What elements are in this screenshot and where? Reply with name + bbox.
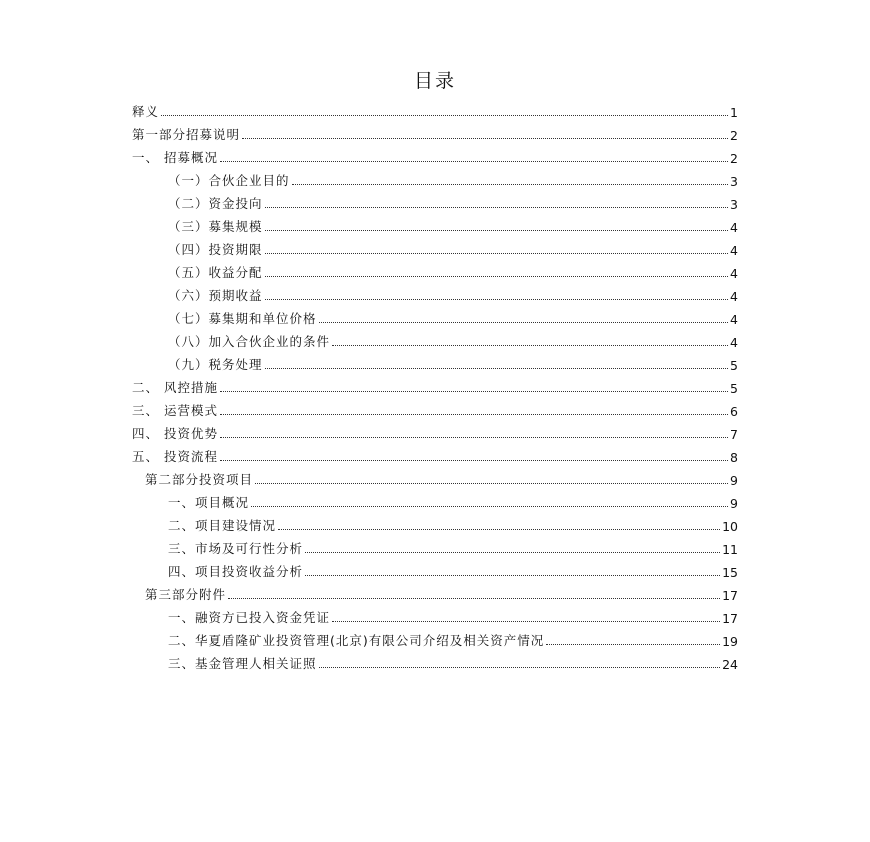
toc-entry-label: 四、 投资优势 — [132, 426, 218, 441]
toc-entry-label: 二、项目建设情况 — [168, 518, 277, 533]
toc-leader-dots — [228, 598, 720, 599]
toc-entry[interactable] — [132, 376, 738, 396]
toc-leader-dots — [332, 345, 728, 346]
toc-entry-page: 15 — [722, 565, 738, 580]
toc-leader-dots — [242, 138, 728, 139]
toc-entry-page: 10 — [722, 519, 738, 534]
toc-entry[interactable] — [132, 422, 738, 442]
toc-leader-dots — [255, 483, 728, 484]
toc-entry-label: （一）合伙企业目的 — [168, 173, 290, 188]
toc-leader-dots — [220, 437, 728, 438]
toc-entry[interactable] — [168, 537, 738, 557]
toc-entry-label: 第三部分附件 — [145, 587, 227, 602]
toc-entry[interactable] — [168, 560, 738, 580]
toc-leader-dots — [265, 276, 728, 277]
toc-entry-page: 5 — [730, 358, 738, 373]
toc-entry[interactable] — [168, 284, 738, 304]
toc-entry-label: 第二部分投资项目 — [145, 472, 254, 487]
toc-leader-dots — [292, 184, 728, 185]
toc-entry-page: 17 — [722, 588, 738, 603]
toc-entry[interactable] — [132, 445, 738, 465]
toc-entry[interactable] — [168, 261, 738, 281]
toc-entry-page: 4 — [730, 312, 738, 327]
toc-leader-dots — [305, 575, 720, 576]
toc-entry-page: 4 — [730, 243, 738, 258]
toc-entry-page: 2 — [730, 128, 738, 143]
toc-entry-label: （五）收益分配 — [168, 265, 263, 280]
toc-leader-dots — [546, 644, 720, 645]
toc-entry-page: 19 — [722, 634, 738, 649]
toc-entry-label: 一、 招募概况 — [132, 150, 218, 165]
toc-entry[interactable] — [132, 100, 738, 120]
toc-leader-dots — [265, 230, 728, 231]
toc-entry-label: 第一部分招募说明 — [132, 127, 241, 142]
toc-entry[interactable] — [132, 399, 738, 419]
toc-entry-label: （四）投资期限 — [168, 242, 263, 257]
toc-entry[interactable] — [168, 629, 738, 649]
toc-entry[interactable] — [168, 169, 738, 189]
toc-leader-dots — [220, 391, 728, 392]
toc-entry-label: （六）预期收益 — [168, 288, 263, 303]
toc-entry-label: （三）募集规模 — [168, 219, 263, 234]
toc-entry-page: 17 — [722, 611, 738, 626]
toc-entry-page: 1 — [730, 105, 738, 120]
toc-entry-label: 一、融资方已投入资金凭证 — [168, 610, 331, 625]
toc-entry-label: 二、 风控措施 — [132, 380, 218, 395]
page-title: 目录 — [413, 70, 456, 92]
toc-entry-label: 三、 运营模式 — [132, 403, 218, 418]
toc-entry-page: 4 — [730, 266, 738, 281]
toc-entry[interactable] — [168, 353, 738, 373]
toc-entry[interactable] — [168, 652, 738, 672]
toc-entry-page: 9 — [730, 473, 738, 488]
toc-leader-dots — [265, 207, 728, 208]
toc-entry-page: 3 — [730, 197, 738, 212]
toc-entry-label: （二）资金投向 — [168, 196, 263, 211]
toc-leader-dots — [332, 621, 720, 622]
toc-entry-page: 5 — [730, 381, 738, 396]
toc-entry[interactable] — [132, 123, 738, 143]
toc-entry-label: 三、基金管理人相关证照 — [168, 656, 317, 671]
toc-entry[interactable] — [168, 307, 738, 327]
toc-entry-page: 24 — [722, 657, 738, 672]
toc-entry-page: 7 — [730, 427, 738, 442]
toc-leader-dots — [220, 460, 728, 461]
toc-entry-label: （八）加入合伙企业的条件 — [168, 334, 331, 349]
toc-leader-dots — [220, 161, 728, 162]
toc-leader-dots — [265, 253, 728, 254]
toc-entry[interactable] — [168, 192, 738, 212]
toc-entry-page: 4 — [730, 220, 738, 235]
toc-leader-dots — [319, 667, 721, 668]
toc-entry[interactable] — [168, 606, 738, 626]
toc-entry[interactable] — [168, 238, 738, 258]
toc-entry-page: 9 — [730, 496, 738, 511]
toc-entry-page: 6 — [730, 404, 738, 419]
toc-entry-label: （七）募集期和单位价格 — [168, 311, 317, 326]
toc-leader-dots — [220, 414, 728, 415]
toc-leader-dots — [278, 529, 720, 530]
toc-entry[interactable] — [145, 468, 738, 488]
toc-entry-page: 2 — [730, 151, 738, 166]
toc-entry[interactable] — [168, 491, 738, 511]
toc-entry-label: 四、项目投资收益分析 — [168, 564, 304, 579]
toc-entry-page: 3 — [730, 174, 738, 189]
toc-entry-page: 4 — [730, 335, 738, 350]
toc-entry-page: 4 — [730, 289, 738, 304]
toc-entry-label: 释义 — [132, 104, 160, 119]
toc-entry[interactable] — [145, 583, 738, 603]
toc-entry[interactable] — [168, 330, 738, 350]
toc-entry-label: 三、市场及可行性分析 — [168, 541, 304, 556]
toc-entry[interactable] — [168, 514, 738, 534]
toc-leader-dots — [265, 368, 728, 369]
toc-entry-label: （九）税务处理 — [168, 357, 263, 372]
toc-entry[interactable] — [132, 146, 738, 166]
toc-leader-dots — [265, 299, 728, 300]
toc-leader-dots — [305, 552, 720, 553]
toc-leader-dots — [319, 322, 728, 323]
toc-leader-dots — [161, 115, 728, 116]
toc-entry-label: 五、 投资流程 — [132, 449, 218, 464]
toc-entry-label: 一、项目概况 — [168, 495, 250, 510]
toc-entry-page: 11 — [722, 542, 738, 557]
toc-entry[interactable] — [168, 215, 738, 235]
toc-entry-page: 8 — [730, 450, 738, 465]
toc-leader-dots — [251, 506, 728, 507]
toc-entry-label: 二、华夏盾隆矿业投资管理(北京)有限公司介绍及相关资产情况 — [168, 633, 545, 648]
